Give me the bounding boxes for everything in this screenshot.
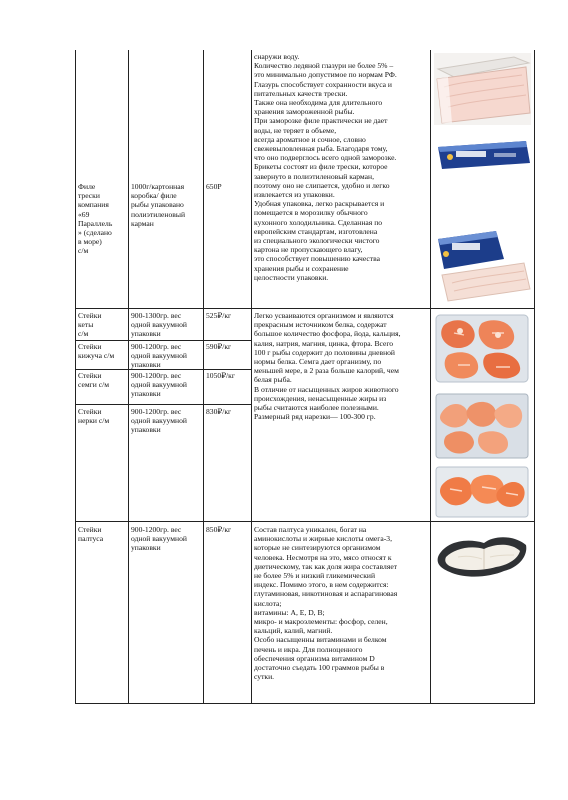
row-divider [75, 308, 535, 309]
table-border [203, 50, 204, 703]
salmon-steaks-tray-photo [434, 465, 531, 519]
package-info: 900-1200гр. вес одной вакуумной упаковки [131, 371, 187, 399]
row-divider [75, 404, 251, 405]
package-info: 900-1200гр. вес одной вакуумной упаковки [131, 342, 187, 370]
cod-package-photo [434, 229, 531, 303]
table-border [251, 50, 252, 703]
price: 1050₽/кг [206, 371, 235, 380]
product-description: Легко усваиваются организмом и являются прекрасным источником белка, содержат большое количество фосфора, йода, кальция, калия, натрия, магния, цинка, фтора. Всего 100 г рыбы содержит до половины дневной нормы белка. Семга дает организму, по меньшей мере, в 2 раза больше калорий, чем белая рыба. В отличие от насыщенных жиров животного происхождения, ненасыщенные жиры из рыбы считаются наиболее полезными. Размерный ряд нарезки— 100-300 гр. [254, 311, 401, 422]
table-border [75, 50, 76, 703]
product-name: Стейки семги с/м [78, 371, 110, 390]
table-border [430, 50, 431, 703]
table-bottom-border [75, 703, 535, 704]
price: 525₽/кг [206, 311, 232, 320]
table-border [128, 50, 129, 703]
cod-box-photo [434, 139, 531, 171]
price: 850₽/кг [206, 525, 232, 534]
product-name: Стейки кижуча с/м [78, 342, 115, 361]
price: 650Р [206, 182, 222, 191]
product-description: Состав палтуса уникален, богат на аминокислоты и жирные кислоты омега-3, которые не синтезируются организмом человека. Несмотря на это, мясо относят к диетическому, так как доля жира составляет не более 5% и низкий гликемический индекс. Помимо этого, в нем содержится: глутаминовая, никотиновая и аспарагиновая кислота; витамины: А, Е, D, В; микро- и макроэлементы: фосфор, селен, кальций, калий, магний. Особо насыщенны витаминами и белком печень и икра. Для полноценного обеспечения организма витамином D достаточно съедать 100 граммов рыбы в сутки. [254, 525, 398, 682]
row-divider [75, 521, 535, 522]
product-name: Стейки нерки с/м [78, 407, 110, 426]
salmon-steaks-vacuum-photo [434, 390, 531, 462]
price: 830₽/кг [206, 407, 232, 416]
package-info: 900-1200гр. вес одной вакуумной упаковки [131, 525, 187, 553]
package-info: 900-1300гр. вес одной вакуумной упаковки [131, 311, 187, 339]
product-name: Стейки кеты с/м [78, 311, 102, 339]
price: 590₽/кг [206, 342, 232, 351]
product-name: Филе трески компания «69 Параллель » (сделано в море) с/м [78, 182, 113, 256]
package-info: 900-1200гр. вес одной вакуумной упаковки [131, 407, 187, 435]
package-info: 1000г/картонная коробка/ филе рыбы упаковано полиэтиленовый карман [131, 182, 186, 228]
row-divider [75, 340, 251, 341]
salmon-steaks-photo [434, 311, 531, 386]
product-name: Стейки палтуса [78, 525, 104, 544]
halibut-steak-photo [434, 527, 531, 583]
cod-fillet-photo [434, 53, 531, 125]
table-border [534, 50, 535, 703]
product-description: снаружи воду. Количество ледяной глазури не более 5% – это минимально допустимое по нормам РФ. Глазурь способствует сохранности вкуса и питательных качеств трески. Также она необходима для длительного хранения замороженной рыбы. При заморозке филе практически не дает воды, не теряет в объеме, всегда ароматное и сочное, словно свежевыловленная рыба. Благодаря тому, что оно подверглось всего одной заморозке. Брикеты состоят из филе трески, которое завернуто в полиэтиленовый карман, поэтому оно не слипается, удобно и легко извлекается из упаковки. Удобная упаковка, легко раскрывается и помещается в морозилку обычного кухонного холодильника. Сделанная по европейским стандартам, изготовлена из специального экологически чистого картона не пропускающего влагу, это способствует повышению качества хранения рыбы и сохранение целостности упаковки. [254, 52, 397, 282]
